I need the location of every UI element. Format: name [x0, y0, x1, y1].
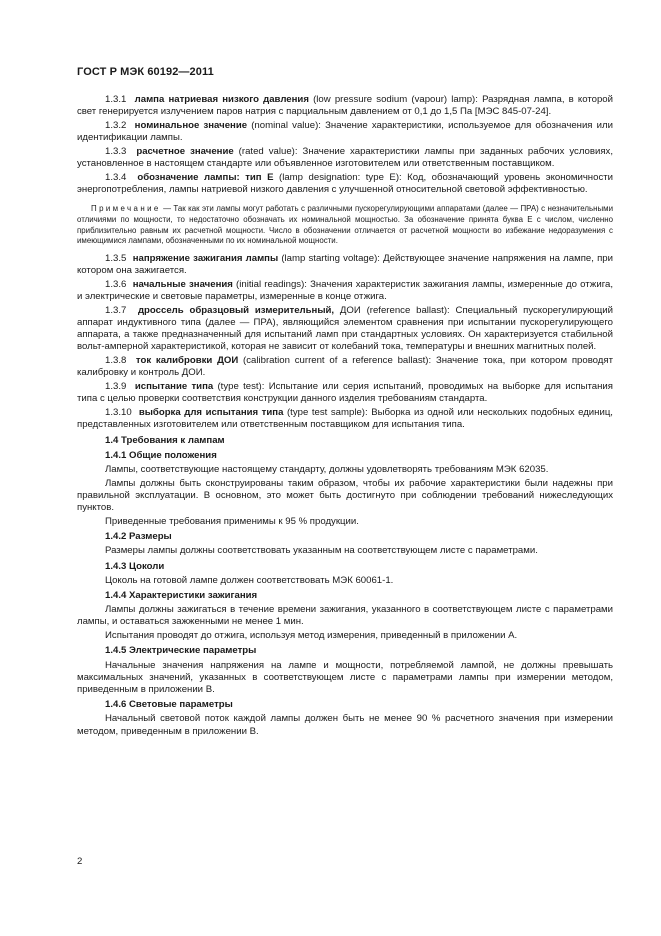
paragraph-1-4-6: Начальный световой поток каждой лампы должен быть не менее 90 % расчетного значения при измерении методом, приведенным в приложении В.	[77, 713, 613, 737]
section-heading-1-4-4: 1.4.4 Характеристики зажигания	[105, 590, 258, 602]
paragraph-1-4-1-b: Лампы должны быть сконструированы таким образом, чтобы их рабочие характеристики были надежны при правильной эксплуатации. В основном, это может быть достигнуто при соблюдении требований нижеследующих пунктов.	[77, 477, 613, 514]
note-text: — Так как эти лампы могут работать с различными пускорегулирующими аппаратами (далее — ПРА) с незначительными отличиями по мощности, то недостаточно обозначать их номинальной мощностью. За обозначение принята буква Е с числом, численно приблизительно равным их расчетной мощности. Число в обозначении отличается от расчетной мощности во избежание недоразумения с имеющимися лампами, обозначенными по их номинальной мощности.	[77, 204, 613, 246]
paragraph-1-4-1-c: Приведенные требования применимы к 95 % продукции.	[105, 516, 359, 527]
note-label: Примечание	[91, 204, 161, 214]
definition-1-3-3: 1.3.3 расчетное значение (rated value): Значение характеристики лампы при заданных рабочих условиях, установленное в настоящем стандарте или объявленное изготовителем или ответственным поставщиком.	[77, 146, 613, 170]
section-heading-1-4-3: 1.4.3 Цоколи	[105, 560, 165, 572]
definition-1-3-5: 1.3.5 напряжение зажигания лампы (lamp starting voltage): Действующее значение напряжения на лампе, при котором она зажигается.	[77, 252, 613, 276]
page-number: 2	[77, 856, 83, 867]
section-heading-1-4-6: 1.4.6 Световые параметры	[105, 699, 233, 711]
standard-header: ГОСТ Р МЭК 60192—2011	[77, 66, 214, 78]
definition-1-3-10: 1.3.10 выборка для испытания типа (type test sample): Выборка из одной или нескольких подобных единиц, представленных изготовителем или ответственным поставщиком для испытания типа.	[77, 407, 613, 431]
definition-1-3-4: 1.3.4 обозначение лампы: тип Е (lamp designation: type E): Код, обозначающий уровень экономичности энергопотребления, лампы натриевой низкого давления с улучшенной относительной световой эффективностью.	[77, 172, 613, 196]
definition-1-3-1: 1.3.1 лампа натриевая низкого давления (low pressure sodium (vapour) lamp): Разрядная лампа, в которой свет генерируется излучением паров натрия с парциальным давлением от 0,1 до 1,5 Па [МЭС 845-07-24].	[77, 94, 613, 118]
definition-1-3-9: 1.3.9 испытание типа (type test): Испытание или серия испытаний, проводимых на выборке для испытания типа с целью проверки соответствия конструкции данного изделия требованиям стандарта.	[77, 381, 613, 405]
section-heading-1-4-1: 1.4.1 Общие положения	[105, 449, 217, 461]
section-heading-1-4: 1.4 Требования к лампам	[105, 434, 225, 446]
section-heading-1-4-2: 1.4.2 Размеры	[105, 531, 172, 543]
paragraph-1-4-3: Цоколь на готовой лампе должен соответствовать МЭК 60061-1.	[105, 574, 394, 586]
definition-1-3-2: 1.3.2 номинальное значение (nominal value): Значение характеристики, используемое для обозначения или идентификации лампы.	[77, 120, 613, 144]
paragraph-1-4-4-a: Лампы должны зажигаться в течение времени зажигания, указанного в соответствующем листе с параметрами лампы, и оставаться зажженными не менее 1 мин.	[77, 604, 613, 628]
definition-1-3-7: 1.3.7 дроссель образцовый измерительный, ДОИ (reference ballast): Специальный пускорегулирующий аппарат индуктивного типа (далее — ПРА), являющийся элементом сравнения при испытании пускорегулирующего аппарата, а также предназначенный для испытаний ламп при стандартных условиях. Он характеризуется стабильной вольт-амперной характеристикой, которая не зависит от колебаний тока, температуры и внешних магнитных полей.	[77, 304, 613, 353]
section-heading-1-4-5: 1.4.5 Электрические параметры	[105, 645, 257, 657]
paragraph-1-4-4-b: Испытания проводят до отжига, используя метод измерения, приведенный в приложении А.	[105, 630, 518, 642]
note-paragraph	[77, 204, 613, 246]
paragraph-1-4-1-a: Лампы, соответствующие настоящему стандарту, должны удовлетворять требованиям МЭК 62035.	[105, 464, 549, 475]
paragraph-1-4-5: Начальные значения напряжения на лампе и мощности, потребляемой лампой, не должны превышать максимальных значений, указанных в соответствующем листе с параметрами лампы при измерении методом, приведенным в приложении В.	[77, 659, 613, 696]
definition-1-3-6: 1.3.6 начальные значения (initial readings): Значения характеристик зажигания лампы, измеренные до отжига, и электрические и световые параметры, измеренные в конце отжига.	[77, 278, 613, 302]
document-body	[77, 94, 613, 739]
definition-1-3-8: 1.3.8 ток калибровки ДОИ (calibration current of a reference ballast): Значение тока, при котором проводят калибровку и контроль ДОИ.	[77, 355, 613, 379]
paragraph-1-4-2: Размеры лампы должны соответствовать указанным на соответствующем листе с параметрами.	[105, 545, 538, 557]
